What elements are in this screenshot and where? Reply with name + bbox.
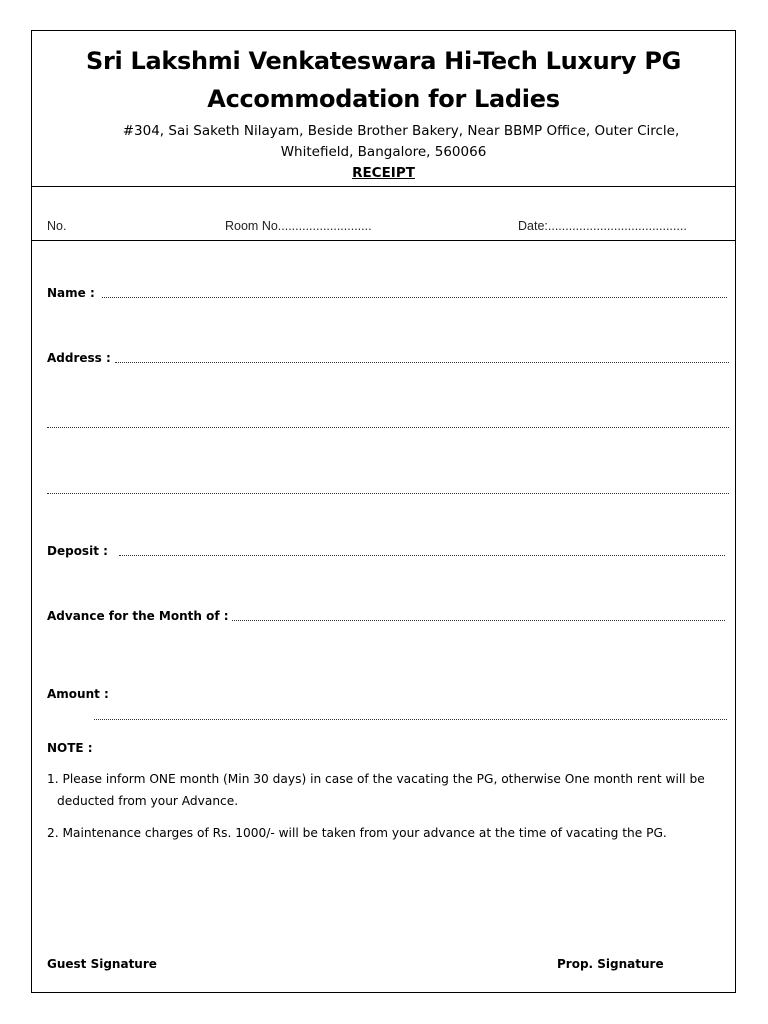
name-label: Name :	[47, 286, 95, 300]
amount-field-line[interactable]	[94, 719, 727, 720]
receipt-form	[31, 30, 736, 993]
amount-label: Amount :	[47, 687, 109, 701]
date-label: Date:........................................	[518, 219, 687, 233]
address-line-2: Whitefield, Bangalore, 560066	[280, 144, 487, 160]
meta-divider	[32, 240, 735, 241]
advance-month-label: Advance for the Month of :	[47, 609, 229, 623]
title-line-2: Accommodation for Ladies	[207, 85, 560, 113]
note-item-1: 1. Please inform ONE month (Min 30 days) in case of the vacating the PG, otherwise One month rent will be deducted from your Advance.	[47, 772, 705, 808]
guest-signature-label: Guest Signature	[47, 957, 157, 971]
deposit-label: Deposit :	[47, 544, 108, 558]
note-heading: NOTE :	[47, 741, 93, 755]
receipt-heading: RECEIPT	[352, 165, 415, 181]
title-line-1: Sri Lakshmi Venkateswara Hi-Tech Luxury PG	[85, 47, 682, 75]
deposit-field-line[interactable]	[119, 555, 725, 556]
address-label: Address :	[47, 351, 111, 365]
address-field-line-1[interactable]	[115, 362, 729, 363]
receipt-number-label: No.	[47, 219, 67, 233]
address-field-line-3[interactable]	[47, 493, 729, 494]
address-field-line-2[interactable]	[47, 427, 729, 428]
note-item-2: 2. Maintenance charges of Rs. 1000/- will be taken from your advance at the time of vacating the PG.	[47, 826, 667, 840]
address-line-1: #304, Sai Saketh Nilayam, Beside Brother Bakery, Near BBMP Office, Outer Circle,	[122, 123, 680, 139]
prop-signature-label: Prop. Signature	[557, 957, 664, 971]
advance-month-field-line[interactable]	[232, 620, 725, 621]
header-divider	[32, 186, 735, 187]
name-field-line[interactable]	[102, 297, 727, 298]
room-number-label: Room No...........................	[225, 219, 372, 233]
